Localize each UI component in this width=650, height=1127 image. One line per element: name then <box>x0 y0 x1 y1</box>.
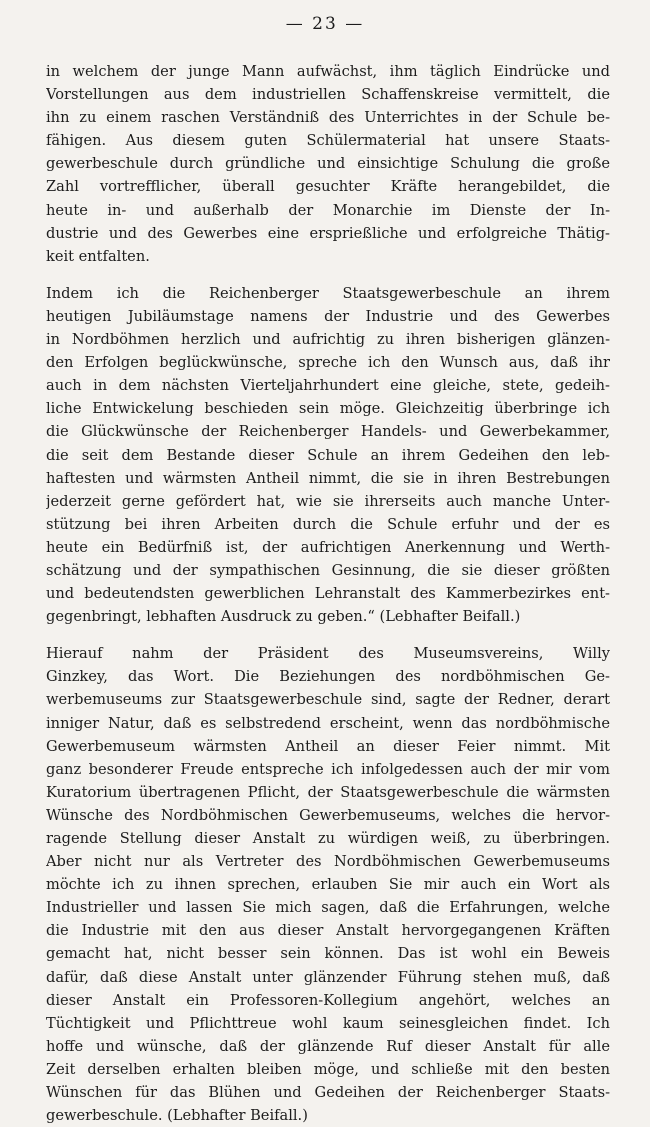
text-line: dafür, daß diese Anstalt unter glänzender Führung stehen muß, daß <box>46 968 610 986</box>
text-line: und bedeutendsten gewerblichen Lehranstalt des Kammerbezirkes ent- <box>46 585 610 603</box>
text-line: heute in- und außerhalb der Monarchie im Dienste der In- <box>46 201 610 219</box>
text-line: die seit dem Bestande dieser Schule an ihrem Gedeihen den leb- <box>46 446 610 464</box>
text-line: hoffe und wünsche, daß der glänzende Ruf dieser Anstalt für alle <box>46 1037 610 1055</box>
text-line: Zeit derselben erhalten bleiben möge, und schließe mit den besten <box>46 1060 610 1078</box>
text-line: Indem ich die Reichenberger Staatsgewerbeschule an ihrem <box>46 284 610 302</box>
text-line: gewerbeschule. (Lebhafter Beifall.) <box>46 1107 308 1125</box>
text-line: in welchem der junge Mann aufwächst, ihm täglich Eindrücke und <box>46 63 610 80</box>
text-line: dustrie und des Gewerbes eine ersprießliche und erfolgreiche Thätig- <box>46 224 610 242</box>
text-line: stützung bei ihren Arbeiten durch die Schule erfuhr und der es <box>46 515 610 533</box>
body-text <box>46 60 610 1127</box>
text-line: ragende Stellung dieser Anstalt zu würdigen weiß, zu überbringen. <box>46 830 610 847</box>
text-line: auch in dem nächsten Vierteljahrhundert eine gleiche, stete, gedeih- <box>46 377 610 395</box>
text-line: Wünschen für das Blühen und Gedeihen der Reichenberger Staats- <box>46 1084 610 1102</box>
text-line: liche Entwickelung beschieden sein möge. Gleichzeitig überbringe ich <box>46 400 610 418</box>
text-line: dieser Anstalt ein Professoren-Kollegium angehört, welches an <box>46 991 610 1009</box>
text-line: die Glückwünsche der Reichenberger Handels- und Gewerbekammer, <box>46 423 610 441</box>
text-line: heute ein Bedürfniß ist, der aufrichtigen Anerkennung und Werth- <box>46 538 610 556</box>
text-line: Zahl vortrefflicher, überall gesuchter Kräfte herangebildet, die <box>46 178 610 196</box>
text-line: die Industrie mit den aus dieser Anstalt hervorgegangenen Kräften <box>46 922 610 940</box>
text-line: gewerbeschule durch gründliche und einsichtige Schulung die große <box>46 155 610 173</box>
text-line: Aber nicht nur als Vertreter des Nordböhmischen Gewerbemuseums <box>46 853 610 871</box>
text-line: Hierauf nahm der Präsident des Museumsvereins, Willy <box>46 645 610 663</box>
paragraph <box>46 642 610 1127</box>
text-line: Kuratorium übertragenen Pflicht, der Staatsgewerbeschule die wärmsten <box>46 783 610 801</box>
text-line: den Erfolgen beglückwünsche, spreche ich den Wunsch aus, daß ihr <box>46 354 610 372</box>
text-line: Vorstellungen aus dem industriellen Schaffenskreise vermittelt, die <box>46 86 610 104</box>
text-line: Tüchtigkeit und Pflichttreue wohl kaum seinesgleichen findet. Ich <box>46 1014 610 1032</box>
text-line: gegenbringt, lebhaften Ausdruck zu geben.“ (Lebhafter Beifall.) <box>46 608 521 626</box>
text-line: Gewerbemuseum wärmsten Antheil an dieser Feier nimmt. Mit <box>46 737 610 755</box>
text-line: keit entfalten. <box>46 247 150 265</box>
paragraph <box>46 60 610 268</box>
text-line: jederzeit gerne gefördert hat, wie sie ihrerseits auch manche Unter- <box>46 492 610 510</box>
paragraph <box>46 282 610 628</box>
paragraph-gap <box>46 628 610 642</box>
text-line: ganz besonderer Freude entspreche ich infolgedessen auch der mir vom <box>46 760 610 778</box>
text-line: Ginzkey, das Wort. Die Beziehungen des nordböhmischen Ge- <box>46 668 610 686</box>
text-line: gemacht hat, nicht besser sein können. Das ist wohl ein Beweis <box>46 945 610 963</box>
text-line: schätzung und der sympathischen Gesinnung, die sie dieser größten <box>46 561 610 579</box>
text-line: haftesten und wärmsten Antheil nimmt, die sie in ihren Bestrebungen <box>46 469 610 487</box>
text-line: werbemuseums zur Staatsgewerbeschule sind, sagte der Redner, derart <box>46 691 610 709</box>
text-line: Wünsche des Nordböhmischen Gewerbemuseums, welches die hervor- <box>46 806 610 824</box>
text-line: inniger Natur, daß es selbstredend erscheint, wenn das nordböhmische <box>46 714 610 732</box>
text-line: in Nordböhmen herzlich und aufrichtig zu ihren bisherigen glänzen- <box>46 331 610 349</box>
page-number: — 23 — <box>285 14 365 34</box>
text-line: heutigen Jubiläumstage namens der Industrie und des Gewerbes <box>46 307 610 325</box>
text-line: fähigen. Aus diesem guten Schülermaterial hat unsere Staats- <box>46 132 610 150</box>
text-line: Industrieller und lassen Sie mich sagen, daß die Erfahrungen, welche <box>46 899 610 917</box>
paragraph-gap <box>46 268 610 282</box>
text-line: möchte ich zu ihnen sprechen, erlauben Sie mir auch ein Wort als <box>46 876 610 894</box>
text-line: ihn zu einem raschen Verständniß des Unterrichtes in der Schule be- <box>46 109 610 127</box>
